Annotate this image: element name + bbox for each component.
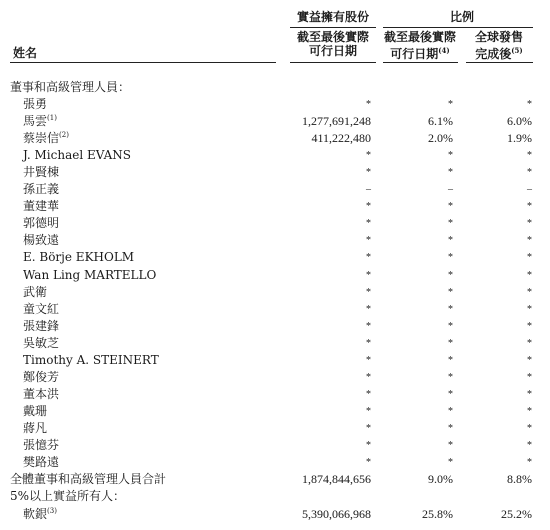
shares-subheader-line1: 截至最後實際 bbox=[296, 30, 369, 44]
shares-cell: * bbox=[366, 235, 371, 247]
person-name: J. Michael EVANS bbox=[23, 148, 131, 163]
pct-now-cell: * bbox=[448, 440, 453, 451]
shares-cell: * bbox=[366, 457, 371, 469]
shares-cell: * bbox=[366, 218, 371, 230]
pct-now-cell: * bbox=[448, 201, 453, 213]
major-row bbox=[0, 506, 550, 523]
pct-after-cell: * bbox=[527, 440, 532, 451]
pct-after-cell: 1.9% bbox=[507, 131, 532, 146]
person-name: 董建華 bbox=[23, 199, 60, 214]
pct-after-cell: 6.0% bbox=[507, 114, 532, 129]
pct-now-cell: * bbox=[448, 371, 453, 383]
pct-now-cell: * bbox=[448, 354, 453, 366]
total-row bbox=[0, 471, 550, 488]
shares-cell: – bbox=[366, 184, 371, 196]
directors-heading: 董事和高級管理人員： bbox=[10, 80, 131, 94]
pct-after-cell: * bbox=[527, 269, 532, 281]
pct-now-cell: * bbox=[448, 167, 453, 179]
major-pct-after: 25.2% bbox=[501, 507, 532, 521]
person-name: 蔡崇信$^{(2)}$ bbox=[23, 131, 69, 146]
major-shares: 5,390,066,968 bbox=[302, 507, 371, 521]
table-row bbox=[0, 130, 550, 147]
pct-after-cell: * bbox=[527, 218, 532, 230]
pct-after-cell: * bbox=[527, 371, 532, 383]
pct-after-cell: * bbox=[527, 303, 532, 315]
table-row bbox=[0, 198, 550, 215]
table-row bbox=[0, 301, 550, 318]
major-holder-name: 軟銀$^{(3)}$ bbox=[23, 507, 57, 521]
pct-after-cell: * bbox=[527, 422, 532, 434]
ratio-group-header: 比例 bbox=[449, 10, 474, 24]
shares-cell: * bbox=[366, 252, 371, 264]
person-name: 武衛 bbox=[23, 284, 48, 299]
table-row bbox=[0, 113, 550, 130]
total-pct-after: 8.8% bbox=[507, 472, 532, 486]
table-row bbox=[0, 454, 550, 471]
table-row bbox=[0, 232, 550, 249]
person-name: Timothy A. STEINERT bbox=[23, 352, 159, 367]
total-shares: 1,874,844,656 bbox=[302, 472, 371, 486]
table-row bbox=[0, 318, 550, 335]
shares-cell: * bbox=[366, 354, 371, 366]
shares-header-rule bbox=[290, 62, 376, 63]
ratio-after-subheader bbox=[463, 30, 535, 61]
person-name: 鄭俊芳 bbox=[23, 369, 60, 384]
table-row bbox=[0, 403, 550, 420]
pct-after-cell: * bbox=[527, 337, 532, 349]
name-column-header: 姓名 bbox=[13, 46, 38, 60]
shares-cell: * bbox=[366, 201, 371, 213]
shares-cell: 411,222,480 bbox=[311, 131, 371, 146]
person-name: Wan Ling MARTELLO bbox=[23, 267, 157, 282]
table-row bbox=[0, 267, 550, 284]
pct-after-cell: * bbox=[527, 354, 532, 366]
total-pct-now: 9.0% bbox=[428, 472, 453, 486]
pct-now-cell: * bbox=[448, 150, 453, 162]
shares-subheader-line2: 可行日期 bbox=[308, 44, 357, 58]
table-row bbox=[0, 352, 550, 369]
shares-group-rule bbox=[290, 27, 376, 28]
person-name: 張憶芬 bbox=[23, 438, 60, 452]
pct-now-cell: 6.1% bbox=[428, 114, 453, 129]
pct-now-cell: 2.0% bbox=[428, 131, 453, 146]
shares-cell: * bbox=[366, 320, 371, 332]
name-header-rule bbox=[10, 62, 276, 63]
pct-after-cell: * bbox=[527, 320, 532, 332]
table-row bbox=[0, 181, 550, 198]
pct-now-cell: * bbox=[448, 457, 453, 469]
pct-after-cell: – bbox=[527, 184, 532, 196]
person-name: 童文紅 bbox=[23, 301, 60, 316]
table-row bbox=[0, 164, 550, 181]
pct-now-cell: * bbox=[448, 337, 453, 349]
pct-now-cell: * bbox=[448, 405, 453, 417]
table-row bbox=[0, 96, 550, 113]
person-name: 孫正義 bbox=[23, 182, 60, 197]
person-name: 吳敏芝 bbox=[23, 335, 60, 350]
person-name: 樊路遠 bbox=[23, 455, 60, 470]
shares-cell: * bbox=[366, 388, 371, 400]
shares-cell: * bbox=[366, 337, 371, 349]
table-row bbox=[0, 249, 550, 266]
person-name: E. Börje EKHOLM bbox=[23, 250, 135, 265]
table-row bbox=[0, 215, 550, 232]
person-name: 馬雲$^{(1)}$ bbox=[23, 114, 57, 129]
table-row bbox=[0, 335, 550, 352]
shares-cell: * bbox=[366, 269, 371, 281]
pct-after-cell: * bbox=[527, 286, 532, 298]
ratio-now-header-rule bbox=[383, 62, 458, 63]
person-name: 張勇 bbox=[23, 97, 48, 111]
ratio-now-subheader-line1: 截至最後實際 bbox=[383, 30, 456, 44]
pct-now-cell: – bbox=[448, 184, 453, 196]
pct-after-cell: * bbox=[527, 252, 532, 264]
ratio-after-note: (5) bbox=[511, 46, 523, 55]
shares-cell: * bbox=[366, 99, 371, 110]
shares-cell: * bbox=[366, 371, 371, 383]
pct-after-cell: * bbox=[527, 99, 532, 110]
shares-group-header: 實益擁有股份 bbox=[296, 10, 369, 24]
table-row bbox=[0, 437, 550, 454]
person-name: 董本洪 bbox=[23, 386, 60, 401]
pct-now-cell: * bbox=[448, 269, 453, 281]
pct-now-cell: * bbox=[448, 388, 453, 400]
shares-cell: * bbox=[366, 422, 371, 434]
person-name: 蔣凡 bbox=[23, 420, 48, 435]
shares-cell: * bbox=[366, 440, 371, 451]
major-heading-row bbox=[0, 488, 550, 505]
ratio-now-subheader bbox=[380, 30, 460, 61]
table-row bbox=[0, 386, 550, 403]
person-name: 楊致遠 bbox=[23, 233, 60, 248]
pct-after-cell: * bbox=[527, 201, 532, 213]
person-name: 郭德明 bbox=[23, 216, 60, 231]
shares-cell: * bbox=[366, 286, 371, 298]
pct-after-cell: * bbox=[527, 405, 532, 417]
major-heading: 5%以上實益所有人： bbox=[10, 489, 126, 503]
pct-after-cell: * bbox=[527, 167, 532, 179]
pct-now-cell: * bbox=[448, 218, 453, 230]
pct-now-cell: * bbox=[448, 235, 453, 247]
shares-cell: * bbox=[366, 150, 371, 162]
pct-now-cell: * bbox=[448, 303, 453, 315]
major-pct-now: 25.8% bbox=[422, 507, 453, 521]
directors-heading-row bbox=[0, 79, 550, 96]
footnote-marker: (2) bbox=[59, 131, 69, 140]
ratio-after-subheader-line2: 完成後$^{(5)}$ bbox=[475, 46, 523, 61]
pct-after-cell: * bbox=[527, 457, 532, 469]
table-row bbox=[0, 147, 550, 164]
ratio-after-header-rule bbox=[466, 62, 533, 63]
shares-cell: * bbox=[366, 303, 371, 315]
ratio-now-subheader-line2: 可行日期$^{(4)}$ bbox=[390, 46, 450, 61]
table-row bbox=[0, 420, 550, 437]
pct-now-cell: * bbox=[448, 252, 453, 264]
shares-subheader bbox=[290, 30, 376, 58]
shares-cell: * bbox=[366, 167, 371, 179]
pct-now-cell: * bbox=[448, 286, 453, 298]
pct-now-cell: * bbox=[448, 320, 453, 332]
pct-after-cell: * bbox=[527, 388, 532, 400]
ratio-group-rule bbox=[383, 27, 533, 28]
pct-after-cell: * bbox=[527, 150, 532, 162]
person-name: 井賢棟 bbox=[23, 165, 60, 180]
shares-cell: 1,277,691,248 bbox=[302, 114, 371, 129]
person-name: 戴珊 bbox=[23, 403, 48, 418]
ratio-now-note: (4) bbox=[438, 46, 450, 55]
pct-now-cell: * bbox=[448, 99, 453, 110]
total-label: 全體董事和高級管理人員合計 bbox=[10, 472, 167, 486]
table-row bbox=[0, 369, 550, 386]
pct-now-cell: * bbox=[448, 422, 453, 434]
pct-after-cell: * bbox=[527, 235, 532, 247]
table-row bbox=[0, 284, 550, 301]
person-name: 張建鋒 bbox=[23, 318, 60, 333]
ratio-after-subheader-line1: 全球發售 bbox=[474, 30, 523, 44]
footnote-marker: (1) bbox=[47, 114, 57, 123]
shares-cell: * bbox=[366, 405, 371, 417]
